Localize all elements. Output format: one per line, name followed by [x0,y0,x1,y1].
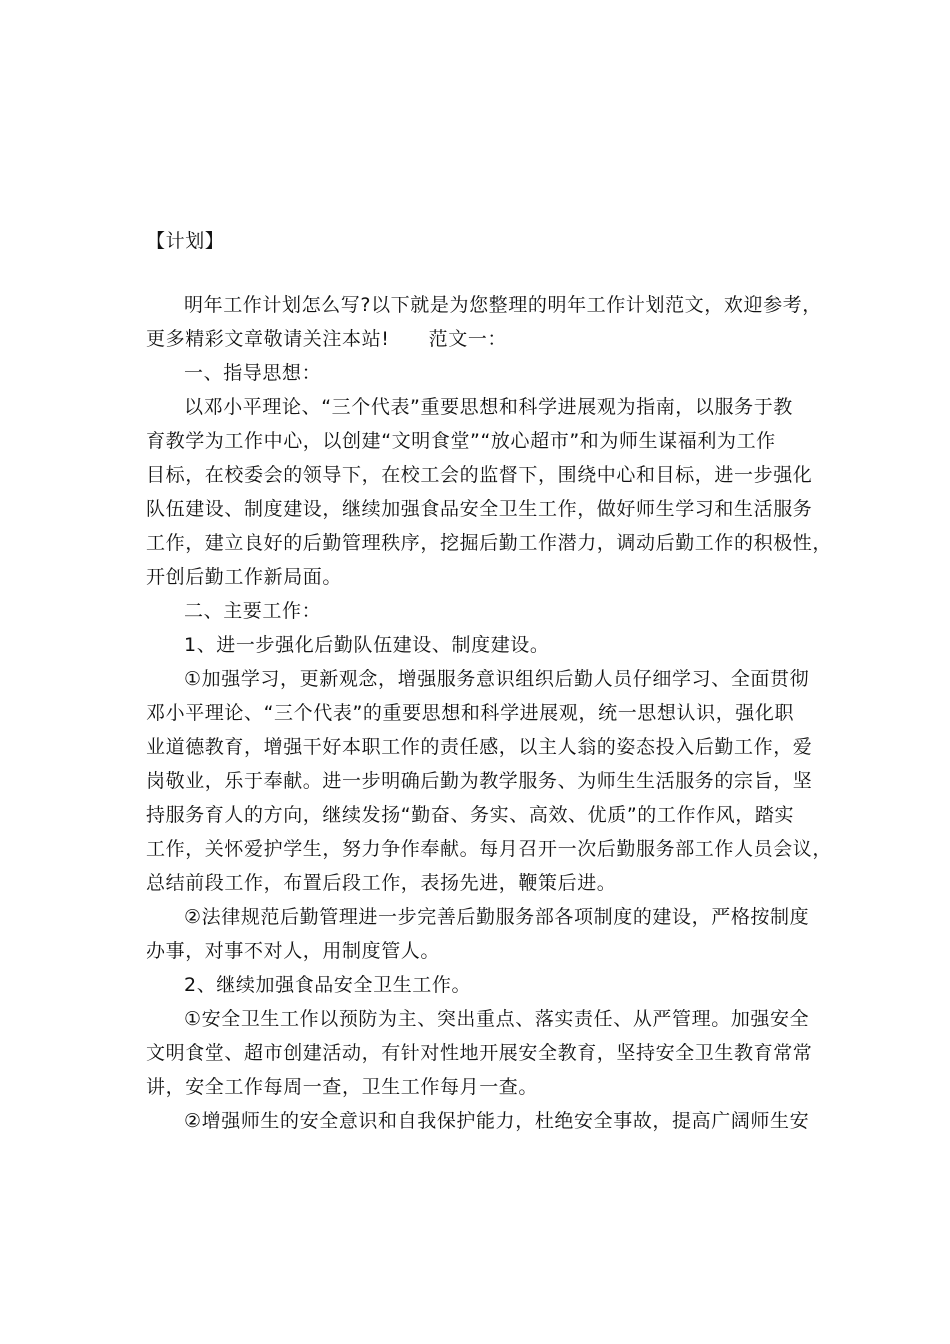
text-line: 文明食堂、超市创建活动，有针对性地开展安全教育，坚持安全卫生教育常常 [146,1042,813,1064]
text-line: 2、继续加强食品安全卫生工作。 [184,974,472,996]
text-line: 业道德教育，增强干好本职工作的责任感，以主人翁的姿态投入后勤工作，爱 [146,736,813,758]
text-line: 二、主要工作： [184,600,322,622]
text-line: 以邓小平理论、“三个代表”重要思想和科学进展观为指南，以服务于教 [184,396,793,418]
text-line: 邓小平理论、“三个代表”的重要思想和科学进展观，统一思想认识，强化职 [146,702,795,724]
text-line: 一、指导思想： [184,362,322,384]
document-page [146,224,833,1138]
text-line: 工作，建立良好的后勤管理秩序，挖掘后勤工作潜力，调动后勤工作的积极性， [146,532,833,554]
text-line: 队伍建设、制度建设，继续加强食品安全卫生工作，做好师生学习和生活服务 [146,498,813,520]
document-body [146,288,833,1138]
text-line: ②增强师生的安全意识和自我保护能力，杜绝安全事故，提高广阔师生安 [184,1110,810,1132]
text-line: 明年工作计划怎么写?以下就是为您整理的明年工作计划范文，欢迎参考， [184,294,822,316]
text-line: 办事，对事不对人，用制度管人。 [146,940,441,962]
text-line: 育教学为工作中心，以创建“文明食堂”“放心超市”和为师生谋福利为工作 [146,430,776,452]
text-line: 工作，关怀爱护学生，努力争作奉献。每月召开一次后勤服务部工作人员会议， [146,838,833,860]
text-line: 岗敬业，乐于奉献。进一步明确后勤为教学服务、为师生生活服务的宗旨，坚 [146,770,813,792]
text-line: 更多精彩文章敬请关注本站! 范文一： [146,328,508,350]
text-line: 讲，安全工作每周一查，卫生工作每月一查。 [146,1076,539,1098]
text-line: ①加强学习，更新观念，增强服务意识组织后勤人员仔细学习、全面贯彻 [184,668,810,690]
text-line: ①安全卫生工作以预防为主、突出重点、落实责任、从严管理。加强安全 [184,1008,810,1030]
text-line: 目标，在校委会的领导下，在校工会的监督下，围绕中心和目标，进一步强化 [146,464,813,486]
text-line: 总结前段工作，布置后段工作，表扬先进，鞭策后进。 [146,872,617,894]
title-spacing [146,258,822,288]
document-title: 【计划】 [146,230,225,252]
text-line: 1、进一步强化后勤队伍建设、制度建设。 [184,634,550,656]
text-line: 持服务育人的方向，继续发扬“勤奋、务实、高效、优质”的工作作风，踏实 [146,804,795,826]
text-line: ②法律规范后勤管理进一步完善后勤服务部各项制度的建设，严格按制度 [184,906,810,928]
text-line: 开创后勤工作新局面。 [146,566,343,588]
